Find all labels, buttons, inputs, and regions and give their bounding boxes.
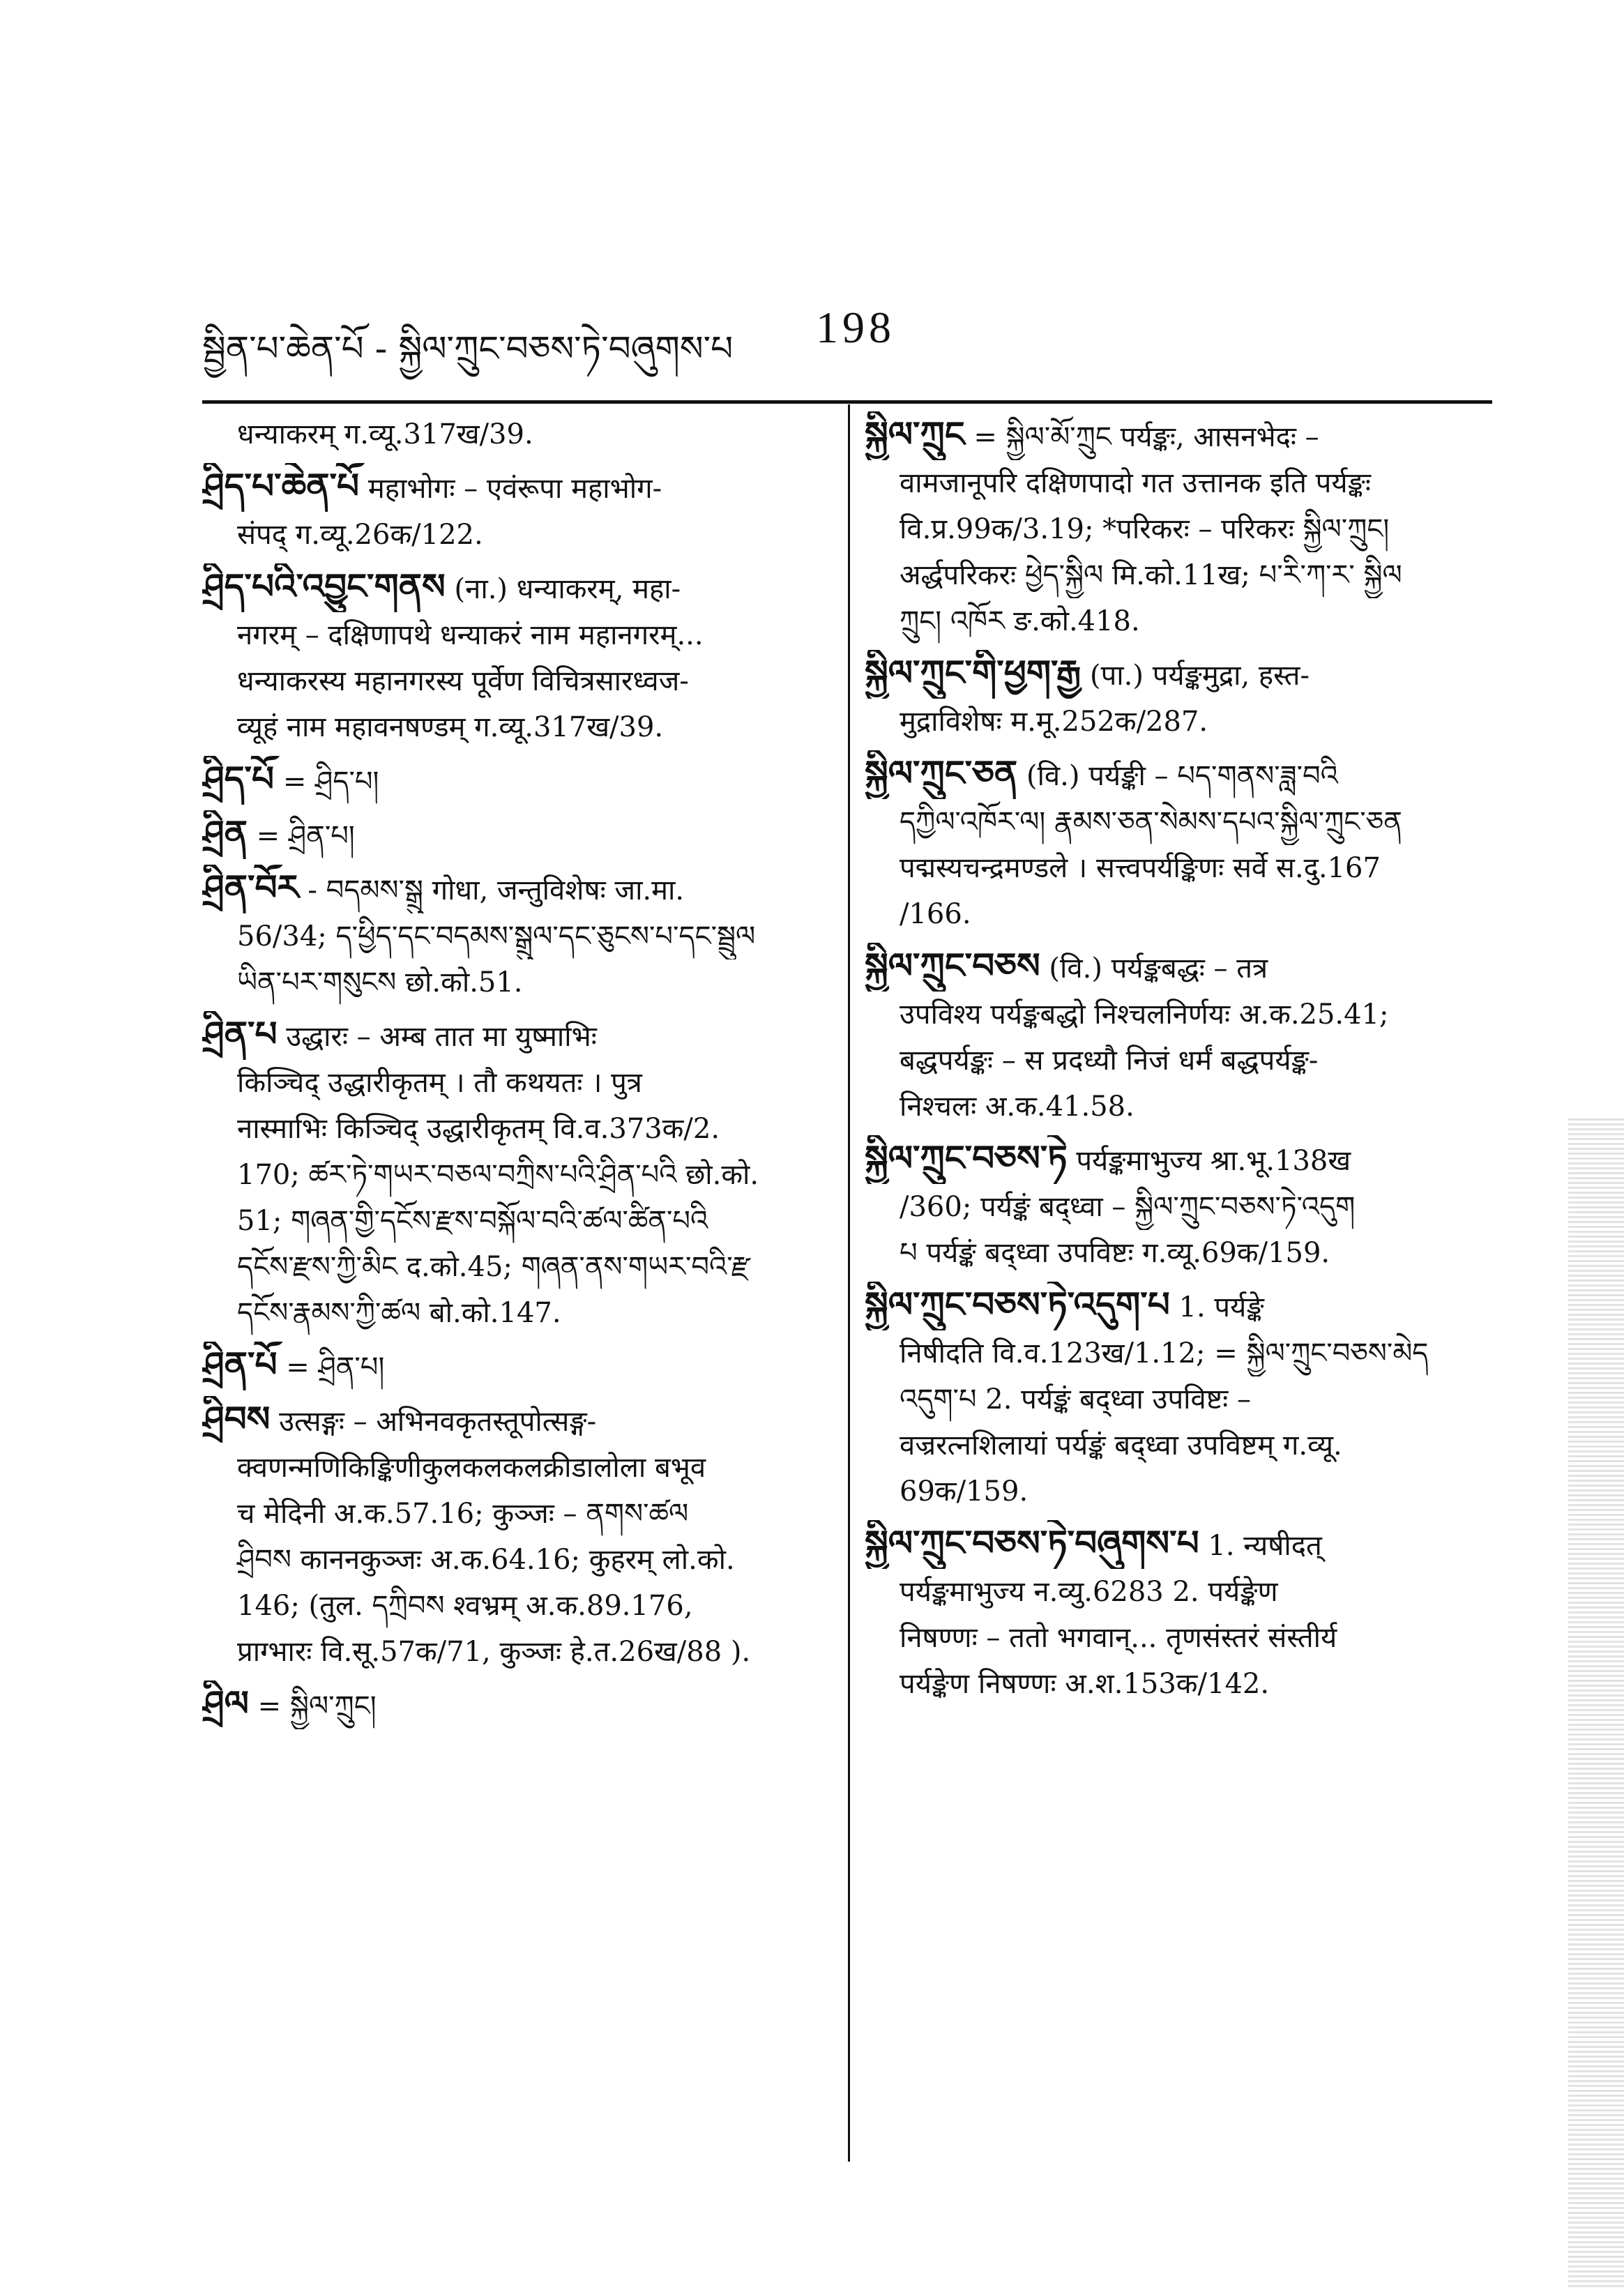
entry-line bbox=[865, 699, 1492, 745]
entry-line bbox=[865, 750, 1492, 799]
entry-line bbox=[865, 1184, 1492, 1230]
entry-line bbox=[202, 1011, 830, 1060]
running-head bbox=[202, 296, 1443, 369]
entry-line bbox=[865, 799, 1492, 845]
right-column bbox=[865, 411, 1492, 1713]
entry-text: = ཤྲིད་པ། bbox=[282, 766, 379, 798]
dictionary-entry bbox=[865, 650, 1492, 745]
entry-text: ཡིན་པར་གསུངས छो.को.51. bbox=[237, 966, 523, 999]
entry-headword: སྐྱིལ་ཀྲུང་བཅས bbox=[865, 946, 1040, 986]
entry-text: धन्याकरम् ग.व्यू.317ख/39. bbox=[237, 418, 533, 450]
entry-text: (वि.) पर्यङ्की – པད་གནས་ཟླ་བའི bbox=[1026, 760, 1338, 792]
entry-text: बद्धपर्यङ्कः – स प्रदध्यौ निजं धर्मं बद्धपर्यङ्क- bbox=[900, 1045, 1319, 1077]
dictionary-entry bbox=[202, 1342, 830, 1390]
entry-text: किञ्चिद् उद्धारीकृतम् । तौ कथयतः । पुत्र bbox=[237, 1067, 642, 1099]
entry-line bbox=[202, 1244, 830, 1290]
dictionary-entry bbox=[202, 810, 830, 859]
entry-headword: ཤྲིད་པོ bbox=[202, 759, 275, 799]
entry-line bbox=[865, 1376, 1492, 1422]
entry-line bbox=[202, 1629, 830, 1675]
entry-line bbox=[865, 1422, 1492, 1468]
entry-headword: སྐྱིལ་ཀྲུང་བཅས་ཏེ bbox=[865, 1138, 1068, 1178]
entry-line bbox=[202, 411, 830, 457]
entry-text: अर्द्धपरिकरः ཕྱེད་སྐྱིལ मि.को.11ख; པ་རི་ཀ་ར་ སྐྱིལ bbox=[900, 559, 1402, 591]
entry-line bbox=[865, 1038, 1492, 1084]
entry-text: པ पर्यङ्कं बद्ध्वा उपविष्टः ग.व्यू.69क/159. bbox=[900, 1237, 1330, 1269]
entry-text: पर्यङ्केण निषण्णः अ.श.153क/142. bbox=[900, 1668, 1270, 1700]
header-rule bbox=[202, 400, 1492, 404]
entry-text: निषीदति वि.व.123ख/1.12; = སྐྱིལ་ཀྲུང་བཅས་མེད bbox=[900, 1337, 1429, 1369]
entry-line bbox=[202, 1445, 830, 1491]
entry-line bbox=[202, 658, 830, 704]
entry-line bbox=[865, 1615, 1492, 1661]
entry-headword: ཤྲིན bbox=[202, 813, 248, 853]
column-divider bbox=[848, 404, 850, 2162]
entry-line bbox=[865, 845, 1492, 891]
entry-text: व्यूहं नाम महावनषण्डम् ग.व्यू.317ख/39. bbox=[237, 711, 664, 743]
entry-line bbox=[202, 959, 830, 1005]
entry-line bbox=[202, 1537, 830, 1583]
entry-line bbox=[865, 552, 1492, 598]
page-number: 198 bbox=[816, 303, 895, 352]
entry-line bbox=[202, 1106, 830, 1152]
entry-line bbox=[202, 463, 830, 512]
entry-headword: ཤྲིན་པ bbox=[202, 1014, 278, 1054]
entry-line bbox=[202, 1198, 830, 1244]
entry-line bbox=[865, 1084, 1492, 1130]
entry-text: - བདམས་སྒྲུ गोधा, जन्तुविशेषः जा.मा. bbox=[308, 874, 685, 906]
entry-text: वामजानूपरि दक्षिणपादो गत उत्तानक इति पर्यङ्कः bbox=[900, 467, 1371, 499]
entry-line bbox=[202, 1060, 830, 1106]
dictionary-entry bbox=[865, 750, 1492, 937]
entry-line bbox=[865, 506, 1492, 552]
entry-text: नास्माभिः किञ्चिद् उद्धारीकृतम् वि.व.373क/2. bbox=[237, 1113, 720, 1145]
entry-headword: སྐྱིལ་ཀྲུང་གི་ཕྱག་རྒྱ bbox=[865, 653, 1082, 693]
entry-line bbox=[865, 1135, 1492, 1184]
entry-line bbox=[865, 650, 1492, 699]
entry-line bbox=[202, 1491, 830, 1537]
entry-text: मुद्राविशेषः म.मू.252क/287. bbox=[900, 706, 1208, 738]
entry-line bbox=[202, 1583, 830, 1629]
entry-line bbox=[202, 512, 830, 558]
entry-line bbox=[865, 1282, 1492, 1330]
entry-headword: ཤྲིན་པོ bbox=[202, 1344, 278, 1385]
entry-line bbox=[865, 1468, 1492, 1515]
entry-text: 69क/159. bbox=[900, 1475, 1029, 1508]
dictionary-entry bbox=[202, 463, 830, 558]
entry-text: 146; (तुल. དཀྲིབས श्वभ्रम् अ.क.89.176, bbox=[237, 1590, 693, 1622]
entry-headword: སྐྱིལ་ཀྲུང་བཅས་ཏེ་བཞུགས་པ bbox=[865, 1523, 1199, 1563]
entry-text: वज्ररत्नशिलायां पर्यङ्कं बद्ध्वा उपविष्टम् ग.व्यू. bbox=[900, 1429, 1342, 1462]
entry-line bbox=[865, 1520, 1492, 1569]
entry-text: धन्याकरस्य महानगरस्य पूर्वेण विचित्रसारध्वज- bbox=[237, 665, 689, 697]
entry-text: (ना.) धन्याकरम्, महा- bbox=[454, 573, 681, 605]
entry-text: संपद् ग.व्यू.26क/122. bbox=[237, 519, 483, 551]
dictionary-entry bbox=[202, 865, 830, 1005]
dictionary-entry bbox=[202, 411, 830, 457]
entry-text: ཤྲིབས काननकुञ्जः अ.क.64.16; कुहरम् लो.को. bbox=[237, 1544, 735, 1576]
entry-text: पर्यङ्कमाभुज्य श्रा.भू.138ख bbox=[1076, 1145, 1351, 1177]
entry-text: (पा.) पर्यङ्कमुद्रा, हस्त- bbox=[1089, 660, 1310, 692]
entry-headword: ཤྲིལ bbox=[202, 1683, 249, 1724]
entry-line bbox=[865, 1569, 1492, 1615]
entry-text: དཀྱིལ་འཁོར་ལ། རྣམས་ཅན་སེམས་དཔའ་སྐྱིལ་ཀྲུང་ཅན bbox=[900, 806, 1402, 838]
entry-text: = ཤྲིན་པ། bbox=[286, 1351, 385, 1383]
entry-line bbox=[865, 411, 1492, 460]
entry-line bbox=[202, 704, 830, 750]
entry-text: नगरम् – दक्षिणापथे धन्याकरं नाम महानगरम्... bbox=[237, 619, 704, 651]
entry-text: 56/34; ད་ཕྱིད་དང་བདམས་སྒྲུལ་དང་ཅུངས་པ་དང་སྦྲུལ bbox=[237, 920, 756, 953]
entry-line bbox=[202, 1290, 830, 1336]
scan-edge-artifact bbox=[1568, 1116, 1624, 2287]
entry-text: महाभोगः – एवंरूपा महाभोग- bbox=[367, 473, 662, 505]
entry-text: क्वणन्मणिकिङ्किणीकुलकलकलक्रीडालोला बभूव bbox=[237, 1452, 706, 1484]
entry-line bbox=[865, 1230, 1492, 1276]
entry-line bbox=[865, 460, 1492, 506]
entry-line bbox=[865, 598, 1492, 644]
entry-text: (वि.) पर्यङ्कबद्धः – तत्र bbox=[1049, 953, 1268, 985]
entry-line bbox=[865, 1330, 1492, 1376]
entry-line bbox=[202, 563, 830, 612]
entry-line bbox=[202, 1396, 830, 1445]
running-head-text: སྦྱིན་པ་ཆེན་པོ - སྐྱིལ་ཀྲུང་བཅས་ཏེ་བཞུགས་པ bbox=[202, 328, 734, 369]
entry-line bbox=[202, 1342, 830, 1390]
dictionary-entry bbox=[202, 563, 830, 750]
entry-headword: སྐྱིལ་ཀྲུང་ཅན bbox=[865, 753, 1018, 794]
entry-line bbox=[202, 1152, 830, 1198]
entry-headword: ཤྲིད་པའི་འབྱུང་གནས bbox=[202, 566, 446, 607]
entry-text: དངོས་རྣམས་ཀྱི་ཚལ बो.को.147. bbox=[237, 1297, 561, 1329]
entry-text: उत्सङ्गः – अभिनवकृतस्तूपोत्सङ्ग- bbox=[279, 1406, 597, 1438]
entry-headword: ཤྲིན་བོར bbox=[202, 867, 299, 908]
entry-line bbox=[865, 943, 1492, 992]
entry-headword: ཤྲིད་པ་ཆེན་པོ bbox=[202, 466, 360, 506]
entry-text: पद्मस्यचन्द्रमण्डले । सत्त्वपर्यङ्किणः सर्वे स.दु.167 bbox=[900, 852, 1381, 884]
entry-line bbox=[865, 992, 1492, 1038]
entry-text: उपविश्य पर्यङ्कबद्धो निश्चलनिर्णयः अ.क.25.41; bbox=[900, 999, 1389, 1031]
dictionary-entry bbox=[202, 1396, 830, 1675]
entry-text: च मेदिनी अ.क.57.16; कुञ्जः – ནགས་ཚལ bbox=[237, 1498, 689, 1530]
entry-line bbox=[202, 612, 830, 658]
entry-headword: སྐྱིལ་ཀྲུང bbox=[865, 414, 965, 455]
left-column bbox=[202, 411, 830, 1735]
entry-text: उद्धारः – अम्ब तात मा युष्माभिः bbox=[286, 1021, 597, 1053]
entry-text: पर्यङ्कमाभुज्य न.व्यु.6283 2. पर्यङ्केण bbox=[900, 1576, 1278, 1608]
entry-line bbox=[202, 756, 830, 805]
entry-headword: སྐྱིལ་ཀྲུང་བཅས་ཏེ་འདུག་པ bbox=[865, 1284, 1170, 1325]
entry-line bbox=[865, 891, 1492, 937]
entry-text: 170; ཚར་ཏེ་གཡར་བཅལ་བཀྲིས་པའི་ཤྲིན་པའི छो.को. bbox=[237, 1159, 759, 1191]
entry-text: 1. पर्यङ्के bbox=[1178, 1291, 1264, 1323]
entry-text: = སྐྱིལ་མོ་ཀྲུང पर्यङ्कः, आसनभेदः – bbox=[973, 421, 1319, 453]
entry-text: འདུག་པ 2. पर्यङ्कं बद्ध्वा उपविष्टः – bbox=[900, 1383, 1251, 1416]
dictionary-entry bbox=[865, 943, 1492, 1130]
entry-text: निषण्णः – ततो भगवान्... तृणसंस्तरं संस्तीर्य bbox=[900, 1622, 1337, 1654]
entry-text: དངོས་རྫས་ཀྱི་མིང द.को.45; གཞན་ནས་གཡར་བའི་རྫ bbox=[237, 1251, 750, 1283]
dictionary-entry bbox=[202, 1011, 830, 1336]
entry-text: /360; पर्यङ्कं बद्ध्वा – སྐྱིལ་ཀྲུང་བཅས་ཏེ་འདུག bbox=[900, 1191, 1356, 1223]
entry-text: 51; གཞན་གྱི་དངོས་རྫས་བསྐོལ་བའི་ཚལ་ཚིན་པའི bbox=[237, 1205, 708, 1237]
entry-text: निश्चलः अ.क.41.58. bbox=[900, 1091, 1134, 1123]
dictionary-entry bbox=[865, 1282, 1492, 1515]
entry-line bbox=[202, 1680, 830, 1729]
entry-line bbox=[865, 1661, 1492, 1707]
dictionary-entry bbox=[202, 1680, 830, 1729]
entry-headword: ཤྲིབས bbox=[202, 1399, 271, 1439]
entry-line bbox=[202, 913, 830, 959]
entry-text: 1. न्यषीदत् bbox=[1208, 1530, 1322, 1562]
entry-text: /166. bbox=[900, 898, 971, 930]
entry-text: = ཤྲིན་པ། bbox=[256, 820, 355, 852]
dictionary-entry bbox=[865, 1135, 1492, 1276]
entry-text: ཀྲུང། འཁོར ङ.को.418. bbox=[900, 605, 1140, 637]
entry-line bbox=[202, 865, 830, 913]
dictionary-entry bbox=[202, 756, 830, 805]
entry-text: प्राग्भारः वि.सू.57क/71, कुञ्जः हे.त.26ख/88 ). bbox=[237, 1636, 751, 1668]
entry-text: = སྐྱིལ་ཀྲུང། bbox=[257, 1690, 377, 1722]
dictionary-entry bbox=[865, 411, 1492, 644]
dictionary-entry bbox=[865, 1520, 1492, 1707]
entry-text: वि.प्र.99क/3.19; *परिकरः – परिकरः སྐྱིལ་ཀྲུང། bbox=[900, 513, 1390, 545]
entry-line bbox=[202, 810, 830, 859]
